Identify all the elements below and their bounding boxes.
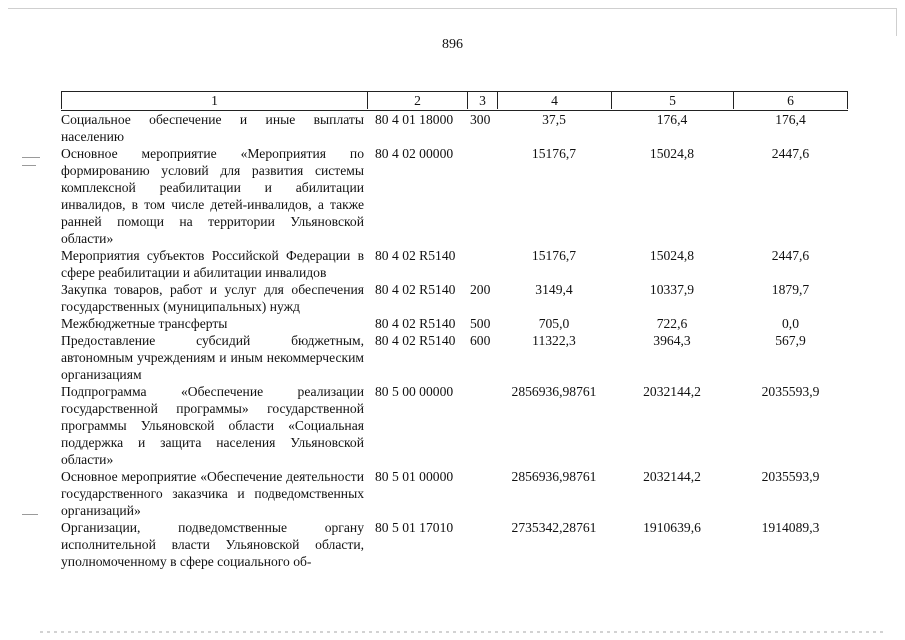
row-name: Социальное обеспечение и иные выплаты населению (61, 112, 364, 144)
row-value-5: 3964,3 (653, 333, 691, 348)
row-name: Закупка товаров, работ и услуг для обеспечения государственных (муниципальных) нужд (61, 282, 364, 314)
row-code: 80 4 02 R5140 (375, 282, 456, 297)
page-number: 896 (442, 37, 463, 52)
row-code: 80 4 02 R5140 (375, 316, 456, 331)
row-value-6: 567,9 (775, 333, 806, 348)
scan-margin-mark (22, 157, 40, 158)
row-code: 80 4 02 00000 (375, 146, 454, 161)
table-header-row (61, 91, 848, 111)
row-type: 200 (470, 282, 491, 297)
row-code: 80 5 00 00000 (375, 384, 454, 399)
row-value-6: 0,0 (782, 316, 799, 331)
table-row (61, 383, 848, 468)
row-value-5: 15024,8 (649, 146, 695, 161)
row-value-5: 15024,8 (649, 248, 695, 263)
table-row (61, 519, 848, 570)
row-value-4: 37,5 (542, 112, 566, 127)
row-code: 80 5 01 00000 (375, 469, 454, 484)
table-row (61, 111, 848, 145)
row-value-5: 10337,9 (649, 282, 695, 297)
table-row (61, 332, 848, 383)
row-value-6: 2447,6 (771, 248, 810, 263)
table-row (61, 281, 848, 315)
header-col-2: 2 (367, 92, 467, 109)
header-col-3: 3 (467, 92, 497, 109)
scan-margin-mark (22, 514, 38, 515)
row-value-5: 722,6 (656, 316, 688, 331)
scan-margin-mark (22, 165, 36, 166)
row-value-4: 11322,3 (532, 333, 576, 348)
row-code: 80 5 01 17010 (375, 520, 454, 535)
row-name: Предоставление субсидий бюджетным, автономным учреждениям и иным некоммерческим организациям (61, 333, 364, 382)
row-value-5: 2032144,2 (643, 384, 701, 399)
row-value-6: 176,4 (775, 112, 806, 127)
scan-border-right (896, 8, 897, 36)
header-col-5: 5 (611, 92, 733, 109)
header-col-6: 6 (733, 92, 848, 109)
header-col-1: 1 (61, 92, 367, 109)
row-type: 500 (470, 316, 491, 331)
row-value-4: 2856936,98761 (511, 469, 597, 484)
row-value-5: 2032144,2 (643, 469, 701, 484)
row-type (467, 247, 497, 281)
row-name: Подпрограмма «Обеспечение реализации государственной программы» государственной программы Ульяновской области «Социальная поддержка и защита населения Ульяновской области» (61, 384, 364, 467)
scan-border-top (8, 8, 897, 9)
row-type: 600 (470, 333, 491, 348)
row-value-6: 1914089,3 (761, 520, 820, 535)
row-name: Основное мероприятие «Обеспечение деятельности государственного заказчика и подведомственных организаций» (61, 469, 364, 518)
table-row (61, 145, 848, 247)
budget-table (61, 91, 848, 570)
row-value-4: 15176,7 (531, 146, 577, 161)
table-row (61, 247, 848, 281)
table-row (61, 315, 848, 332)
header-col-4: 4 (497, 92, 611, 109)
row-value-4: 3149,4 (535, 282, 573, 297)
row-name: Межбюджетные трансферты (61, 316, 228, 331)
row-value-4: 705,0 (538, 316, 570, 331)
row-type (467, 468, 497, 519)
row-code: 80 4 01 18000 (375, 112, 454, 127)
row-value-6: 2035593,9 (761, 469, 820, 484)
row-value-6: 2447,6 (771, 146, 810, 161)
row-value-4: 2735342,28761 (511, 520, 597, 535)
row-value-5: 176,4 (656, 112, 688, 127)
table-row (61, 468, 848, 519)
row-type: 300 (470, 112, 491, 127)
row-type (467, 519, 497, 570)
scan-noise-line (40, 631, 885, 633)
row-value-4: 15176,7 (531, 248, 577, 263)
row-type (467, 145, 497, 247)
row-value-6: 2035593,9 (761, 384, 820, 399)
row-name: Мероприятия субъектов Российской Федерации в сфере реабилитации и абилитации инвалидов (61, 248, 364, 280)
row-name: Организации, подведомственные органу исполнительной власти Ульяновской области, уполномоченному в сфере социального об- (61, 520, 364, 569)
row-type (467, 383, 497, 468)
row-code: 80 4 02 R5140 (375, 333, 456, 348)
row-value-5: 1910639,6 (643, 520, 701, 535)
row-value-4: 2856936,98761 (511, 384, 597, 399)
row-name: Основное мероприятие «Мероприятия по формированию условий для развития системы комплексной реабилитации и абилитации инвалидов, в том числе детей-инвалидов, а также ранней помощи на территории Ульяновской области» (61, 146, 364, 246)
row-code: 80 4 02 R5140 (375, 248, 456, 263)
row-value-6: 1879,7 (771, 282, 810, 297)
